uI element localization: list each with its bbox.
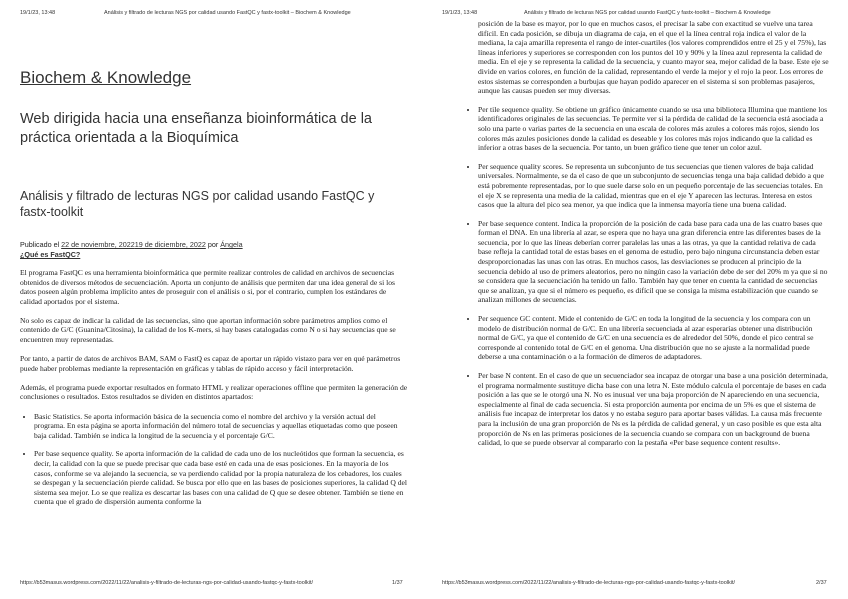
list-item: • Per sequence quality scores. Se representa un subconjunto de tus secuencias que tienen valores de baja calidad universales. Normalmente, se da el caso de que un subconjunto de secuencias tenga una baja calidad debido a que está pobremente representadas, por lo que suele darse solo en un pequeño porcentaje de las secuencias totales. En el eje X se representa una media de la calidad, mientras que en el eje Y aparecen las lecturas. Interesa en estos casos que la altura del pico sea menor, ya que indica que la inmensa mayoría tiene una buena calidad. <box>478 162 830 210</box>
date-published-link[interactable]: 22 de noviembre, 2022 <box>61 240 135 249</box>
results-list <box>20 412 408 507</box>
list-item: • Per base sequence content. Indica la proporción de la posición de cada base para cada una de las cuatro bases que forman el DNA. En una librería al azar, se espera que no haya una gran diferencia entre las diferentes bases de la secuencia, por lo que las líneas deberían correr paralelas las unas a las otras, ya que la cantidad relativa de cada base refleja la cantidad total de estas bases en el genoma de estudio, pero bajo ninguna circunstancia deben estar desproporcionadas las unas con las otras. En muchos casos, las desviaciones se producen al principio de la secuencia debido al uso de primers aleatorios, pero no ningún caso la variación debe de ser del 20% m ya que si no se considera que la secuenciación ha tenido un fallo. También hay que tener en cuenta la cantidad de secuencias que se analizan, ya que si el número es pequeño, es difícil que se consiga la misma estabilización que cuando se analizan millones de secuencias. <box>478 219 830 305</box>
section-heading: ¿Qué es FastQC? <box>20 250 81 259</box>
footer-url: https://b53masus.wordpress.com/2022/11/22/analisis-y-filtrado-de-lecturas-ngs-por-calidad-usando-fastqc-y-fastx-toolkit/ <box>20 580 314 586</box>
paragraph: Por tanto, a partir de datos de archivos BAM, SAM o FastQ es capaz de aportar un rápido vistazo para ver en qué parámetros puede haber problemas mediante la representación en gráficas y tablas de rápido acceso y fácil interpretación. <box>20 354 401 373</box>
published-prefix: Publicado el <box>20 240 60 249</box>
list-item: • Per tile sequence quality. Se obtiene un gráfico únicamente cuando se usa una biblioteca Illumina que mantiene los identificadores originales de las secuencias. Te permite ver si la pérdida de calidad de la secuencia está asociada a solo una parte o varias partes de la secuencia en una escala de colores más azules a colores más rojos, siendo los colores más azules posiciones donde la calidad es deseable y los colores más rojos indicando que la calidad es inferior a otras bases de la secuencia. Por tanto, un buen gráfico tiene que tener un color azul. <box>478 105 830 153</box>
list-item-continuation: posición de la base es mayor, por lo que en muchos casos, el precisar la sabe con exactitud se vuelve una tarea difícil. En cada posición, se dibuja un diagrama de caja, en el que el la línea central roja indica el valor de la mediana, la caja amarilla representa el rango de inter-cuartiles (los valores comprendidos entre el 25 y el 75%), las líneas inferiores y superiores se corresponden con los puntos del 10 y 90% y la línea azul representa la calidad de media. En el eje y se representa la calidad de la secuencia, y cuanto mayor sea, mejor calidad de la base. Este eje se divide en varios colores, en función de la calidad, representando el verde la mejor y el rojo la peor. Los errores de estos sistemas se corresponden a burbujas que hayan podido aparecer en el sistema si son problemas pasajeros, aunque las causas pueden ser muy diversas. <box>478 19 829 96</box>
header-timestamp: 19/1/23, 13:48 <box>20 10 56 16</box>
header-timestamp: 19/1/23, 13:48 <box>442 10 478 16</box>
footer-page-number: 1/37 <box>392 580 403 586</box>
page1-body <box>20 268 408 516</box>
by-label: por <box>207 240 219 249</box>
footer-page-number: 2/37 <box>816 580 827 586</box>
paragraph: El programa FastQC es una herramienta bioinformática que permite realizar controles de calidad en archivos de secuencias obtenidos de diversos métodos de secuenciación. Aporta un conjunto de análisis que permiten dar una idea general de si los datos poseen algún problema implícito antes de proseguir con el análisis o si, por el contrario, cumplen los estándares de calidad aportados por el sistema. <box>20 268 395 306</box>
list-item: • Basic Statistics. Se aporta información básica de la secuencia como el nombre del archivo y la versión actual del programa. En esta página se aporta información del número total de secuencias y aquellas etiquetadas como que poseen baja calidad. También se indica la longitud de la secuencia y el porcentaje G/C. <box>34 412 408 441</box>
post-meta <box>20 240 243 260</box>
footer-url: https://b53masus.wordpress.com/2022/11/22/analisis-y-filtrado-de-lecturas-ngs-por-calidad-usando-fastqc-y-fastx-toolkit/ <box>442 580 736 586</box>
header-doc-title: Análisis y filtrado de lecturas NGS por calidad usando FastQC y fastx-toolkit – Biochem & Knowledge <box>524 10 771 16</box>
site-tagline: Web dirigida hacia una enseñanza bioinformática de la práctica orientada a la Bioquímica <box>20 111 372 146</box>
site-title-link[interactable]: Biochem & Knowledge <box>20 68 192 87</box>
paragraph: Además, el programa puede exportar resultados en formato HTML y realizar operaciones offline que permiten la generación de conclusiones o resultados. Estos resultados se dividen en distintos apartados: <box>20 382 408 402</box>
date-updated-link[interactable]: 19 de diciembre, 2022 <box>134 240 206 249</box>
paragraph: No solo es capaz de indicar la calidad de las secuencias, sino que aportan información sobre parámetros amplios como el contenido de G/C (Guanina/Citosina), la calidad de los K-mers, si hay bases catalogadas como N o si hay secuencias que se encuentren muy representadas. <box>20 315 396 345</box>
author-link[interactable]: Ángela <box>220 240 243 249</box>
list-item: • Per sequence GC content. Mide el contenido de G/C en toda la longitud de la secuencia y los compara con un modelo de distribución normal de G/C. En una librería secuenciada al azar esperarías obtener una distribución normal de G/C, ya que el contenido de G/C en una secuencia es de alrededor del 50%, donde el pico central se corresponde al contenido total de G/C en el genoma. Una distribución que no se ajuste a la normalidad puede deberse a una contaminación o a la formación de dímeros de adaptadores. <box>478 314 830 362</box>
header-doc-title: Análisis y filtrado de lecturas NGS por calidad usando FastQC y fastx-toolkit – Biochem & Knowledge <box>104 10 351 16</box>
list-item: • Per base N content. En el caso de que un secuenciador sea incapaz de otorgar una base a una posición determinada, el programa normalmente sustituye dicha base con una letra N. Este módulo calcula el porcentaje de bases en cada posición a las que se le otorgó una N. No es inusual ver una baja proporción de N apareciendo en una secuencia, especialmente al final de cada secuencia. Si esta proporción aumenta por encima de un 5% es que el sistema de análisis fue incapaz de interpretar los datos y no estaba seguro para aportar bases válidas. La causa más frecuente para la inclusión de una gran proporción de Ns es la pérdida de calidad general, y un caso posible es que esta alta proporción de Ns en las primeras posiciones de la secuencia cuando se compara con un background de buena calidad, lo que se puede observar al compararlo con la pestaña «Per base sequence content results». <box>478 371 830 448</box>
post-title: Análisis y filtrado de lecturas NGS por calidad usando FastQC y fastx-toolkit <box>20 189 375 219</box>
list-item: • Per base sequence quality. Se aporta información de la calidad de cada uno de los nucleótidos que forman la secuencia, es decir, la calidad con la que se puede precisar que cada base esté en cada una de esas posiciones. En la mayoría de los casos, conforme se va alejando la secuencia, se va perdiendo calidad por la propia naturaleza de los cebadores, los cuales se despegan y la secuenciación pierde calidad. Se busca por ello que en las bases de posiciones superiores, la calidad Q del sistema sea mejor. Lo se que realiza es descartar las bases con una calidad de Q que se desee obtener. También se tiene en cuenta que el grado de dispersión aumenta conforme la <box>34 449 408 507</box>
page2-body <box>444 19 830 457</box>
page-2 <box>424 0 848 599</box>
results-list-continued <box>444 19 830 448</box>
